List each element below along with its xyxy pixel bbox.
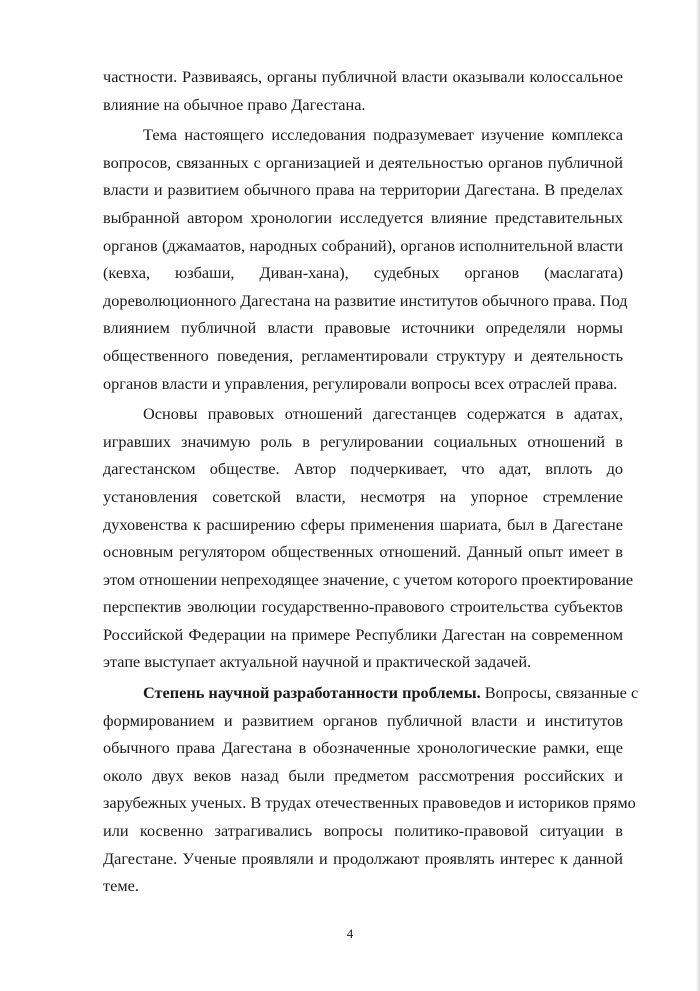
text-line: Основы правовых отношений дагестанцев содержатся в адатах,: [143, 404, 623, 424]
text-line: органов (джамаатов, народных собраний), органов исполнительной власти: [103, 235, 623, 255]
section-heading: Степень научной разработанности проблемы.: [143, 683, 481, 703]
text-line: формированием и развитием органов публичной власти и институтов: [103, 710, 623, 730]
text-line: теме.: [103, 876, 139, 896]
text-line: дореволюционного Дагестана на развитие институтов обычного права. Под: [103, 290, 628, 310]
text-line: игравших значимую роль в регулировании социальных отношений в: [103, 431, 623, 451]
text-line: частности. Развиваясь, органы публичной власти оказывали колоссальное: [103, 67, 623, 86]
text-line: органов власти и управления, регулировали вопросы всех отраслей права.: [103, 373, 618, 393]
heading-line-rest: Вопросы, связанные с: [480, 683, 639, 703]
text-line: духовенства к расширению сферы применения шариата, был в Дагестане: [103, 514, 623, 534]
text-line: этом отношении непреходящее значение, с учетом которого проектирование: [103, 569, 634, 589]
text-line: основным регулятором общественных отношений. Данный опыт имеет в: [103, 542, 623, 562]
text-line: Российской Федерации на примере Республики Дагестан на современном: [103, 624, 623, 644]
text-line: власти и развитием обычного права на территории Дагестана. В пределах: [103, 180, 623, 200]
text-line: [103, 679, 639, 707]
text-line: зарубежных ученых. В трудах отечественных правоведов и историков прямо: [103, 793, 636, 813]
text-line: (кевха, юзбаши, Диван-хана), судебных органов (маслагата): [103, 263, 623, 283]
text-line: перспектив эволюции государственно-правового строительства субъектов: [103, 597, 623, 617]
text-line: вопросов, связанных с организацией и деятельностью органов публичной: [103, 152, 623, 172]
text-line: обычного права Дагестана в обозначенные хронологические рамки, еще: [103, 738, 623, 758]
paragraph-1: [103, 63, 623, 118]
body-text: [103, 63, 639, 900]
text-line: влиянием публичной власти правовые источники определяли нормы: [103, 318, 623, 338]
paragraph-3: [103, 400, 634, 676]
text-line: установления советской власти, несмотря на упорное стремление: [103, 486, 623, 506]
text-line: около двух веков назад были предметом рассмотрения российских и: [103, 765, 623, 785]
text-line: этапе выступает актуальной научной и практической задачей.: [103, 652, 532, 672]
text-line: Тема настоящего исследования подразумевает изучение комплекса: [143, 125, 623, 145]
paragraph-4: [103, 679, 639, 900]
page-edge-shadow: [696, 0, 700, 991]
paragraph-2: [103, 121, 628, 397]
text-line: выбранной автором хронологии исследуется влияние представительных: [103, 207, 623, 227]
page-number: 4: [346, 926, 354, 941]
text-line: дагестанском обществе. Автор подчеркивает, что адат, вплоть до: [103, 459, 623, 479]
text-line: или косвенно затрагивались вопросы политико-правовой ситуации в: [103, 821, 623, 841]
text-line: Дагестане. Ученые проявляли и продолжают проявлять интерес к данной: [103, 848, 623, 868]
text-line: влияние на обычное право Дагестана.: [103, 94, 366, 114]
text-line: общественного поведения, регламентировали структуру и деятельность: [103, 345, 623, 365]
